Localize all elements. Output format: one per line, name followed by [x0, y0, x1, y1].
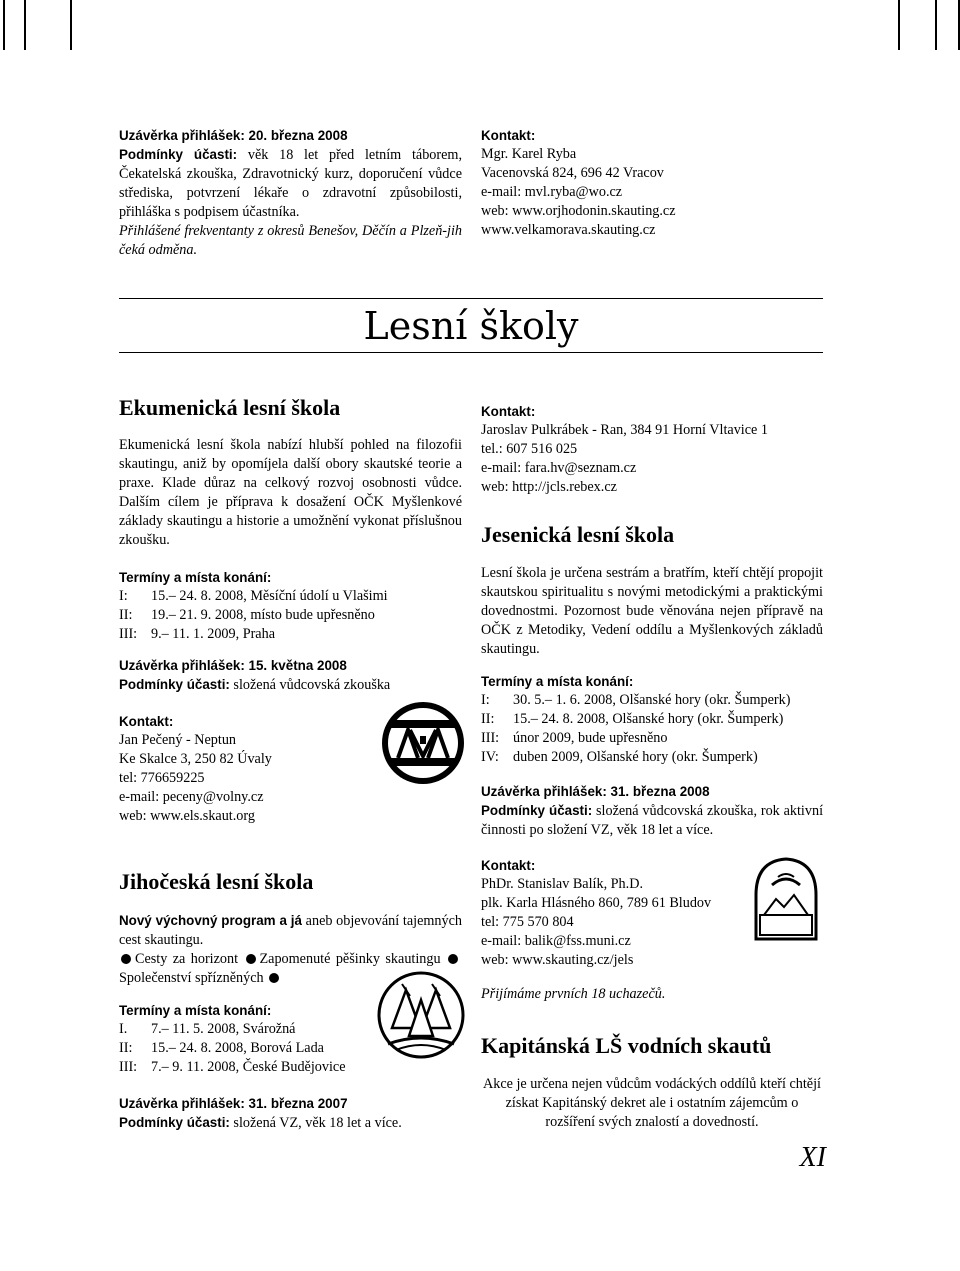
- contact-label: Kontakt:: [481, 404, 536, 419]
- note: Přihlášené frekventanty z okresů Benešov, Děčín a Plzeň-jih čeká odměna.: [119, 223, 462, 258]
- contact-line: Mgr. Karel Ryba: [481, 146, 577, 162]
- contact-line: e-mail: mvl.ryba@wo.cz: [481, 184, 623, 200]
- term-text: 7.– 9. 11. 2008, České Budějovice: [151, 1059, 346, 1075]
- jesenicka-note: Přijímáme prvních 18 uchazečů.: [481, 986, 666, 1002]
- contact-label: Kontakt:: [481, 128, 536, 143]
- term-label: II:: [119, 607, 133, 623]
- topic: Společenství spřízněných: [119, 970, 264, 986]
- contact-line: PhDr. Stanislav Balík, Ph.D.: [481, 876, 643, 892]
- conditions-text: složená vůdcovská zkouška: [229, 677, 391, 693]
- crop-mark: [70, 0, 72, 50]
- jesenicka-logo: [750, 855, 822, 943]
- section-rule-top: [119, 298, 823, 299]
- contact-line: web: www.els.skaut.org: [119, 808, 255, 824]
- crop-mark: [898, 0, 900, 50]
- kapitanska-description: Akce je určena nejen vůdcům vodáckých oddílů kteří chtějí získat Kapitánský dekret ale i ostatním zájemcům o rozšíření svých znalostí a dovedností.: [482, 1076, 821, 1130]
- jihoceska-title: Jihočeská lesní škola: [119, 869, 314, 894]
- bullet-icon: [448, 954, 458, 964]
- terms-label: Termíny a místa konání:: [481, 674, 634, 689]
- term-label: II:: [481, 711, 495, 727]
- term-label: II:: [119, 1040, 133, 1056]
- topic: Cesty za horizont: [135, 951, 239, 967]
- term-text: duben 2009, Olšanské hory (okr. Šumperk): [513, 749, 758, 765]
- jesenicka-terms: [481, 672, 823, 767]
- program-bold: Nový výchovný program a já: [119, 913, 302, 928]
- terms-label: Termíny a místa konání:: [119, 570, 272, 585]
- term-text: 15.– 24. 8. 2008, Měsíční údolí u Vlašimi: [151, 588, 388, 604]
- conditions-text: věk 18 let před letním táborem, Čekatelská zkouška, Zdravotnický kurz, doporučení vůdce střediska, potvrzení lékaře o zdravotní způsobilosti, přihláška s podpisem účastníka.: [119, 147, 463, 220]
- jihoceska-terms: [119, 1001, 369, 1077]
- term-text: 7.– 11. 5. 2008, Svárožná: [151, 1021, 296, 1037]
- term-label: III:: [119, 1059, 138, 1075]
- term-text: 15.– 24. 8. 2008, Borová Lada: [151, 1040, 324, 1056]
- term-label: III:: [481, 730, 500, 746]
- term-label: IV:: [481, 749, 499, 765]
- contact-line: e-mail: fara.hv@seznam.cz: [481, 460, 637, 476]
- conditions-label: Podmínky účasti:: [481, 803, 593, 818]
- term-label: I:: [119, 588, 128, 604]
- jesenicka-deadline-block: [481, 782, 823, 840]
- jesenicka-title: Jesenická lesní škola: [481, 522, 675, 547]
- ekumenicka-title: Ekumenická lesní škola: [119, 395, 341, 420]
- conditions-label: Podmínky účasti:: [119, 147, 238, 162]
- crop-mark: [3, 0, 5, 50]
- top-right-contact: [481, 126, 781, 240]
- section-title: Lesní školy: [363, 304, 579, 348]
- contact-line: Vacenovská 824, 696 42 Vracov: [481, 165, 664, 181]
- bullet-icon: [121, 954, 131, 964]
- ekumenicka-terms: [119, 568, 462, 644]
- bullet-icon: [246, 954, 256, 964]
- conditions-text: složená vůdcovská zkouška, rok aktivní činnosti po složení VZ, věk 18 let a více.: [481, 803, 824, 838]
- term-text: 9.– 11. 1. 2009, Praha: [151, 626, 275, 642]
- jihoceska-logo: [376, 970, 466, 1060]
- bullet-icon: [269, 973, 279, 983]
- contact-line: web: www.skauting.cz/jels: [481, 952, 634, 968]
- term-label: I.: [119, 1021, 128, 1037]
- contact-label: Kontakt:: [119, 714, 174, 729]
- term-text: únor 2009, bude upřesněno: [513, 730, 668, 746]
- page-number: XI: [799, 1142, 826, 1173]
- contact-line: Jan Pečený - Neptun: [119, 732, 237, 748]
- contact-line: web: www.orjhodonin.skauting.cz: [481, 203, 676, 219]
- contact-line: tel: 775 570 804: [481, 914, 574, 930]
- ekumenicka-description: Ekumenická lesní škola nabízí hlubší pohled na filozofii skautingu, aniž by opomíjela další obory skautské teorie a praxe. Klade důraz na celkový rozvoj osobnosti vůdce. Dalším cílem je příprava k dosažení OČK Myšlenkové základy skautingu a historie a umožnění vykonat příslušnou zkoušku.: [119, 437, 462, 548]
- crop-mark: [935, 0, 937, 50]
- topic: Zapomenuté pěšinky skautingu: [259, 951, 441, 967]
- top-left-block: [119, 126, 462, 260]
- contact-line: web: http://jcls.rebex.cz: [481, 479, 617, 495]
- ekumenicka-logo: [380, 700, 466, 786]
- deadline: Uzávěrka přihlášek: 31. března 2007: [119, 1096, 348, 1111]
- deadline: Uzávěrka přihlášek: 31. března 2008: [481, 784, 710, 799]
- terms-label: Termíny a místa konání:: [119, 1003, 272, 1018]
- term-label: I:: [481, 692, 490, 708]
- term-label: III:: [119, 626, 138, 642]
- deadline: Uzávěrka přihlášek: 15. května 2008: [119, 658, 347, 673]
- contact-line: www.velkamorava.skauting.cz: [481, 222, 656, 238]
- conditions-text: složená VZ, věk 18 let a více.: [229, 1115, 402, 1131]
- term-text: 19.– 21. 9. 2008, místo bude upřesněno: [151, 607, 375, 623]
- contact-line: tel.: 607 516 025: [481, 441, 578, 457]
- jihoceska-deadline-block: [119, 1094, 462, 1133]
- contact-line: Jaroslav Pulkrábek - Ran, 384 91 Horní Vltavice 1: [481, 422, 768, 438]
- contact-line: Ke Skalce 3, 250 82 Úvaly: [119, 751, 272, 767]
- jihoceska-contact: [481, 402, 801, 497]
- program-text: aneb objevování tajemných cest skautingu.: [119, 913, 462, 948]
- kapitanska-title: Kapitánská LŠ vodních skautů: [481, 1033, 772, 1058]
- crop-mark: [24, 0, 26, 50]
- ekumenicka-contact: [119, 712, 369, 826]
- contact-line: e-mail: peceny@volny.cz: [119, 789, 264, 805]
- contact-label: Kontakt:: [481, 858, 536, 873]
- jesenicka-contact: [481, 856, 781, 970]
- contact-line: tel: 776659225: [119, 770, 205, 786]
- ekumenicka-deadline-block: [119, 656, 462, 695]
- section-rule-bottom: [119, 352, 823, 353]
- deadline: Uzávěrka přihlášek: 20. března 2008: [119, 128, 348, 143]
- conditions-label: Podmínky účasti:: [119, 677, 230, 692]
- conditions-label: Podmínky účasti:: [119, 1115, 230, 1130]
- contact-line: plk. Karla Hlásného 860, 789 61 Bludov: [481, 895, 712, 911]
- jesenicka-description: Lesní škola je určena sestrám a bratřím, kteří chtějí propojit skautskou spiritualitu s novými metodickými a praktickými dovednostmi. Pozornost bude věnována nejen přípravě na OČK z Metodiky, Vedení oddílu a Myšlenkových základů skautingu.: [481, 565, 823, 657]
- term-text: 15.– 24. 8. 2008, Olšanské hory (okr. Šumperk): [513, 711, 784, 727]
- term-text: 30. 5.– 1. 6. 2008, Olšanské hory (okr. Šumperk): [513, 692, 791, 708]
- contact-line: e-mail: balik@fss.muni.cz: [481, 933, 631, 949]
